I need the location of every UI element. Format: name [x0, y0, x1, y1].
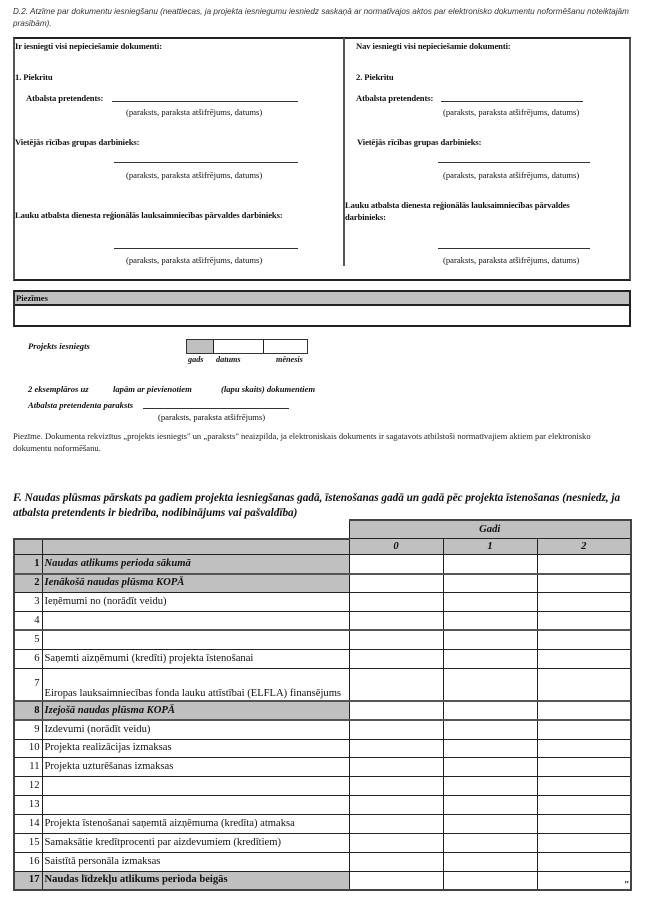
- row-number: 12: [14, 777, 42, 796]
- row-label: Naudas līdzekļu atlikums perioda beigās: [42, 871, 349, 890]
- row-label: Ienākošā naudas plūsma KOPĀ: [42, 574, 349, 593]
- right-agree-label: 2. Piekritu: [356, 72, 394, 82]
- left-lag-label: Vietējās rīcības grupas darbinieks:: [15, 137, 140, 147]
- year-2-cell[interactable]: [537, 649, 631, 668]
- row-number: 6: [14, 649, 42, 668]
- section-d2-heading: D.2. Atzīme par dokumentu iesniegšanu (neattiecas, ja projekta iesniegumu iesniedz saskaņā ar normatīvajos aktos par elektronisko dokumentu noformēšanu noteiktajām prasībām).: [13, 7, 629, 28]
- right-applicant-caption: (paraksts, paraksta atšifrējums, datums): [443, 107, 580, 117]
- year-0-cell[interactable]: [349, 555, 443, 574]
- row-number: 17: [14, 871, 42, 890]
- year-1-cell[interactable]: [443, 852, 537, 871]
- row-label: Saistītā personāla izmaksas: [42, 852, 349, 871]
- year-2-cell[interactable]: [537, 593, 631, 612]
- year-2-cell[interactable]: [537, 612, 631, 631]
- row-label: Projekta uzturēšanas izmaksas: [42, 758, 349, 777]
- row-label: Izejošā naudas plūsma KOPĀ: [42, 701, 349, 720]
- year-2-cell[interactable]: [537, 555, 631, 574]
- year-0-cell[interactable]: [349, 758, 443, 777]
- year-1-cell[interactable]: [443, 871, 537, 890]
- row-number: 3: [14, 593, 42, 612]
- row-label: Projekta īstenošanai saņemtā aizņēmuma (kredīta) atmaksa: [42, 815, 349, 834]
- row-label: [42, 777, 349, 796]
- year-2-cell[interactable]: [537, 630, 631, 649]
- row-number: 2: [14, 574, 42, 593]
- year-1-cell[interactable]: [443, 593, 537, 612]
- row-number: 10: [14, 739, 42, 758]
- table-row: [14, 701, 631, 720]
- left-applicant-signature-line[interactable]: [112, 101, 298, 102]
- row-label: Samaksātie kredītprocenti par aizdevumiem (kredītiem): [42, 833, 349, 852]
- year-2-cell[interactable]: [537, 852, 631, 871]
- right-lad-caption: (paraksts, paraksta atšifrējums, datums): [443, 255, 580, 265]
- row-number: 5: [14, 630, 42, 649]
- year-1-cell[interactable]: [443, 815, 537, 834]
- year-2-cell[interactable]: [537, 720, 631, 739]
- month-caption: mēnesis: [276, 355, 303, 364]
- table-row: [14, 815, 631, 834]
- year-0-header: 0: [349, 539, 443, 555]
- date-field[interactable]: [214, 340, 265, 353]
- year-field[interactable]: [187, 340, 214, 353]
- table-row: [14, 852, 631, 871]
- table-row: [14, 739, 631, 758]
- year-0-cell[interactable]: [349, 701, 443, 720]
- row-label: Naudas atlikums perioda sākumā: [42, 555, 349, 574]
- year-1-cell[interactable]: [443, 720, 537, 739]
- applicant-signature-label: Atbalsta pretendenta paraksts: [28, 400, 134, 410]
- left-agree-label: 1. Piekritu: [15, 72, 53, 82]
- year-2-cell[interactable]: [537, 833, 631, 852]
- year-2-cell[interactable]: [537, 871, 631, 890]
- year-caption: gads: [188, 355, 204, 364]
- right-title: Nav iesniegti visi nepieciešamie dokumenti:: [356, 41, 511, 51]
- row-label: Izdevumi (norādīt veidu): [42, 720, 349, 739]
- year-0-cell[interactable]: [349, 612, 443, 631]
- year-0-cell[interactable]: [349, 739, 443, 758]
- applicant-signature-line[interactable]: [143, 408, 289, 409]
- notes-box: [13, 290, 631, 327]
- table-row: [14, 649, 631, 668]
- row-label: Ieņēmumi no (norādīt veidu): [42, 593, 349, 612]
- right-lad-signature-line[interactable]: [438, 248, 590, 249]
- table-row: [14, 574, 631, 593]
- year-0-cell[interactable]: [349, 574, 443, 593]
- year-1-cell[interactable]: [443, 612, 537, 631]
- notes-header: Piezīmes: [15, 292, 629, 306]
- year-1-cell[interactable]: [443, 649, 537, 668]
- year-2-cell[interactable]: [537, 777, 631, 796]
- table-row: [14, 593, 631, 612]
- submission-confirmation-box: [13, 37, 631, 281]
- year-1-cell[interactable]: [443, 668, 537, 701]
- column-divider: [343, 38, 345, 266]
- years-group-header: Gadi: [349, 520, 631, 539]
- right-lad-label: Lauku atbalsta dienesta reģionālās lauksaimniecības pārvaldes darbinieks:: [345, 200, 570, 222]
- row-number: 14: [14, 815, 42, 834]
- right-applicant-label: Atbalsta pretendents:: [356, 93, 434, 103]
- left-applicant-label: Atbalsta pretendents:: [26, 93, 104, 103]
- table-row: [14, 720, 631, 739]
- notes-input[interactable]: [15, 308, 629, 325]
- left-applicant-caption: (paraksts, paraksta atšifrējums, datums): [126, 107, 263, 117]
- year-0-cell[interactable]: [349, 833, 443, 852]
- table-row: [14, 668, 631, 701]
- year-0-cell[interactable]: [349, 852, 443, 871]
- right-lag-caption: (paraksts, paraksta atšifrējums, datums): [443, 170, 580, 180]
- right-applicant-signature-line[interactable]: [441, 101, 583, 102]
- table-row: [14, 796, 631, 815]
- copies-text-a: 2 eksemplāros uz: [28, 384, 89, 394]
- year-2-cell[interactable]: [537, 701, 631, 720]
- row-label: Eiropas lauksaimniecības fonda lauku attīstībai (ELFLA) finansējums: [42, 668, 349, 701]
- table-row: [14, 871, 631, 890]
- table-row: [14, 833, 631, 852]
- table-row: [14, 758, 631, 777]
- footnote: Piezīme. Dokumenta rekvizītus „projekts iesniegts" un „paraksts" neaizpilda, ja elektroniskais dokuments ir sagatavots atbilstoši normatīvajiem aktiem par elektronisko dokumentu noformēšanu.: [13, 431, 591, 453]
- year-2-cell[interactable]: [537, 815, 631, 834]
- row-number: 4: [14, 612, 42, 631]
- row-label: [42, 612, 349, 631]
- applicant-signature-caption: (paraksts, paraksta atšifrējums): [158, 412, 266, 422]
- year-0-cell[interactable]: [349, 777, 443, 796]
- row-number: 8: [14, 701, 42, 720]
- submitted-date-box: [186, 339, 308, 354]
- row-number: 13: [14, 796, 42, 815]
- table-row: [14, 630, 631, 649]
- date-caption: datums: [216, 355, 241, 364]
- year-2-cell[interactable]: [537, 758, 631, 777]
- year-0-cell[interactable]: [349, 815, 443, 834]
- left-lad-label: Lauku atbalsta dienesta reģionālās lauksaimniecības pārvaldes darbinieks:: [15, 210, 283, 220]
- submitted-label: Projekts iesniegts: [28, 341, 90, 351]
- row-label: [42, 796, 349, 815]
- year-0-cell[interactable]: [349, 630, 443, 649]
- year-1-cell[interactable]: [443, 758, 537, 777]
- cash-flow-table: [13, 519, 632, 891]
- copies-text-c: (lapu skaits) dokumentiem: [221, 384, 316, 394]
- year-1-cell[interactable]: [443, 833, 537, 852]
- left-lad-caption: (paraksts, paraksta atšifrējums, datums): [126, 255, 263, 265]
- table-row: [14, 555, 631, 574]
- year-1-cell[interactable]: [443, 796, 537, 815]
- year-1-cell[interactable]: [443, 630, 537, 649]
- section-f-title: F. Naudas plūsmas pārskats pa gadiem projekta iesniegšanas gadā, īstenošanas gadā un gadā pēc projekta īstenošanas (nesniedz, ja atbalsta pretendents ir biedrība, nodibinājums vai pašvaldība): [13, 492, 621, 519]
- year-2-cell[interactable]: [537, 574, 631, 593]
- copies-text-b: lapām ar pievienotiem: [113, 384, 192, 394]
- table-row: [14, 612, 631, 631]
- month-field[interactable]: [264, 340, 307, 353]
- year-2-cell[interactable]: [537, 739, 631, 758]
- left-lag-signature-line[interactable]: [114, 162, 298, 163]
- year-0-cell[interactable]: [349, 649, 443, 668]
- year-2-header: 2: [537, 539, 631, 555]
- year-1-cell[interactable]: [443, 701, 537, 720]
- page-mark: ": [624, 880, 630, 891]
- left-lag-caption: (paraksts, paraksta atšifrējums, datums): [126, 170, 263, 180]
- row-label: [42, 630, 349, 649]
- year-0-cell[interactable]: [349, 796, 443, 815]
- year-0-cell[interactable]: [349, 668, 443, 701]
- year-0-cell[interactable]: [349, 871, 443, 890]
- row-label: Saņemti aizņēmumi (kredīti) projekta īstenošanai: [42, 649, 349, 668]
- year-1-header: 1: [443, 539, 537, 555]
- year-2-cell[interactable]: [537, 668, 631, 701]
- row-number: 15: [14, 833, 42, 852]
- right-lag-signature-line[interactable]: [438, 162, 590, 163]
- row-number: 9: [14, 720, 42, 739]
- year-1-cell[interactable]: [443, 777, 537, 796]
- year-2-cell[interactable]: [537, 796, 631, 815]
- year-0-cell[interactable]: [349, 593, 443, 612]
- row-number: 11: [14, 758, 42, 777]
- year-1-cell[interactable]: [443, 574, 537, 593]
- row-number: 7: [14, 668, 42, 701]
- year-1-cell[interactable]: [443, 555, 537, 574]
- right-lag-label: Vietējās rīcības grupas darbinieks:: [357, 137, 482, 147]
- year-0-cell[interactable]: [349, 720, 443, 739]
- left-title: Ir iesniegti visi nepieciešamie dokumenti:: [15, 41, 162, 51]
- row-label: Projekta realizācijas izmaksas: [42, 739, 349, 758]
- table-row: [14, 777, 631, 796]
- left-lad-signature-line[interactable]: [114, 248, 298, 249]
- year-1-cell[interactable]: [443, 739, 537, 758]
- row-number: 1: [14, 555, 42, 574]
- row-number: 16: [14, 852, 42, 871]
